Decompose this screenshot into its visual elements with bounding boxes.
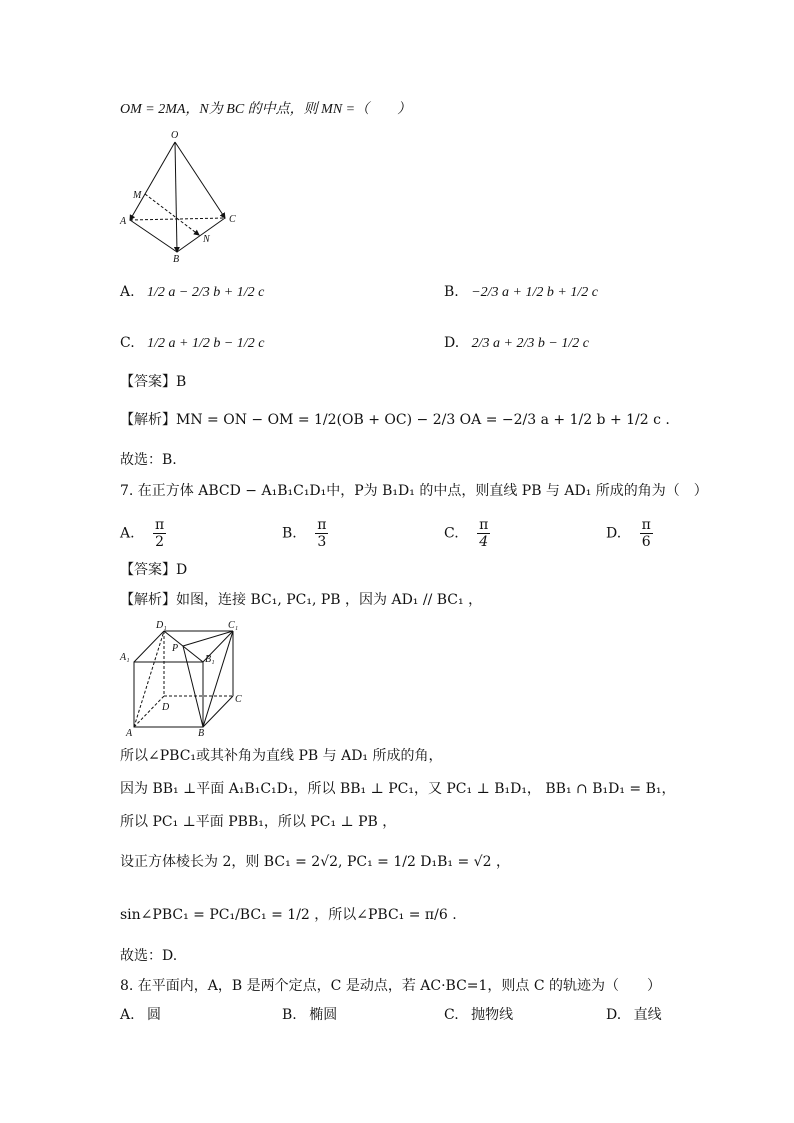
- q6-stem: OM = 2MA，N为 BC 的中点，则 MN =（ ）: [120, 102, 412, 117]
- q7-step1: 所以∠PBC₁或其补角为直线 PB 与 AD₁ 所成的角，: [120, 748, 443, 764]
- q6-option-a[interactable]: A. 1/2 a − 2/3 b + 1/2 c: [120, 284, 265, 300]
- q8-option-c[interactable]: C. 抛物线: [444, 1007, 514, 1023]
- q6-option-c[interactable]: C. 1/2 a + 1/2 b − 1/2 c: [120, 335, 265, 351]
- q6-option-b[interactable]: B. −2/3 a + 1/2 b + 1/2 c: [444, 284, 598, 300]
- q6-option-d[interactable]: D. 2/3 a + 2/3 b − 1/2 c: [444, 335, 589, 351]
- cube-figure: [118, 618, 248, 740]
- label-P: P: [172, 643, 179, 654]
- q6-analysis: 【解析】MN = ON − OM = 1/2(OB + OC) − 2/3 OA = −2/3 a + 1/2 b + 1/2 c .: [120, 412, 670, 428]
- label-C: C: [229, 214, 236, 225]
- q7-option-c[interactable]: C. $\frac{\pi}{4}$: [444, 517, 489, 550]
- q7-option-b[interactable]: B. $\frac{\pi}{3}$: [282, 517, 327, 550]
- q7-stem: 7. 在正方体 ABCD − A₁B₁C₁D₁中，P为 B₁D₁ 的中点，则直线 PB 与 AD₁ 所成的角为（ ）: [120, 483, 708, 499]
- label-A: A: [120, 216, 127, 227]
- q8-option-a[interactable]: A. 圆: [120, 1007, 162, 1023]
- q6-choose: 故选：B.: [120, 452, 177, 468]
- q7-step4: 设正方体棱长为 2，则 BC₁ = 2√2, PC₁ = 1/2 D₁B₁ = √2 ，: [120, 854, 510, 870]
- label-N: N: [203, 234, 210, 245]
- tetrahedron-figure: [115, 128, 245, 266]
- q7-step3: 所以 PC₁ ⊥平面 PBB₁，所以 PC₁ ⊥ PB ，: [120, 814, 397, 830]
- label-C1: C₁: [228, 620, 239, 631]
- q7-option-a[interactable]: A. $\frac{\pi}{2}$: [120, 517, 165, 550]
- label-C: C: [235, 694, 242, 705]
- q7-step5: sin∠PBC₁ = PC₁/BC₁ = 1/2 ，所以∠PBC₁ = π/6 .: [120, 907, 457, 923]
- label-B: B: [173, 254, 180, 265]
- q7-answer: 【答案】D: [120, 562, 188, 578]
- q7-step2: 因为 BB₁ ⊥平面 A₁B₁C₁D₁，所以 BB₁ ⊥ PC₁，又 PC₁ ⊥ B₁D₁， BB₁ ∩ B₁D₁ = B₁，: [120, 781, 676, 797]
- q7-option-d[interactable]: D. $\frac{\pi}{6}$: [606, 517, 651, 550]
- label-D: D: [162, 702, 170, 713]
- label-B: B: [198, 728, 205, 739]
- q8-option-d[interactable]: D. 直线: [606, 1007, 662, 1023]
- q6-answer: 【答案】B: [120, 374, 187, 390]
- q8-option-b[interactable]: B. 椭圆: [282, 1007, 338, 1023]
- q7-analysis-intro: 【解析】如图，连接 BC₁, PC₁, PB ，因为 AD₁ // BC₁ ，: [120, 592, 483, 608]
- q7-choose: 故选：D.: [120, 948, 178, 964]
- label-A1: A₁: [120, 652, 130, 663]
- label-A: A: [126, 728, 133, 739]
- label-B1: B₁: [205, 654, 215, 665]
- label-M: M: [133, 190, 142, 201]
- label-D1: D₁: [156, 620, 167, 631]
- q8-stem: 8. 在平面内，A，B 是两个定点，C 是动点，若 AC·BC=1，则点 C 的轨迹为（ ）: [120, 978, 662, 994]
- label-O: O: [171, 130, 179, 141]
